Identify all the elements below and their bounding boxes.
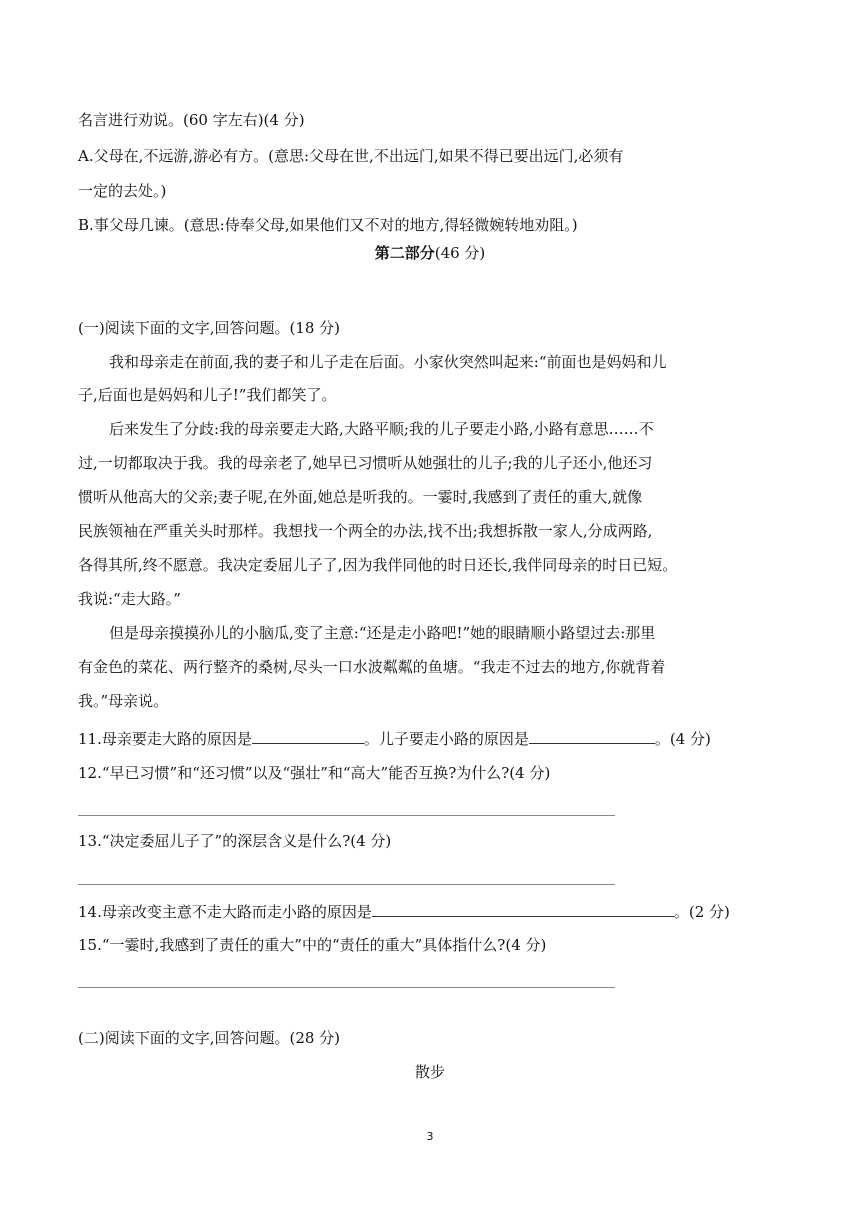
paragraph-line: 各得其所,终不愿意。我决定委屈儿子了,因为我伴同他的时日还长,我伴同母亲的时日已短。 — [78, 556, 678, 574]
answer-line[interactable] — [78, 815, 615, 816]
answer-line[interactable] — [78, 884, 615, 885]
option-a: A.父母在,不远游,游必有方。(意思:父母在世,不出远门,如果不得已要出远门,必须有 — [78, 147, 624, 165]
question-14-part-a: 14.母亲改变主意不走大路而走小路的原因是 — [78, 903, 372, 921]
question-12: 12.“早已习惯”和“还习惯”以及“强壮”和“高大”能否互换?为什么?(4 分) — [78, 764, 551, 782]
question-11-part-c: 。(4 分) — [654, 730, 711, 748]
answer-blank[interactable] — [252, 728, 364, 744]
answer-line[interactable] — [78, 987, 615, 988]
paragraph-line: 有金色的菜花、两行整齐的桑树,尽头一口水波粼粼的鱼塘。“我走不过去的地方,你就背着 — [78, 658, 666, 676]
question-11 — [78, 728, 711, 749]
paragraph-line: 子,后面也是妈妈和儿子!”我们都笑了。 — [78, 386, 337, 404]
page-number: 3 — [426, 1130, 434, 1143]
part-two-title — [0, 243, 860, 263]
question-14 — [78, 901, 730, 922]
question-11-part-a: 11.母亲要走大路的原因是 — [78, 730, 252, 748]
paragraph-line: 民族领袖在严重关头时那样。我想找一个两全的办法,找不出;我想拆散一家人,分成两路, — [78, 522, 653, 540]
answer-blank[interactable] — [372, 901, 674, 917]
paragraph-line: 我。”母亲说。 — [78, 692, 169, 710]
section-two-heading: (二)阅读下面的文字,回答问题。(28 分) — [78, 1029, 341, 1047]
paragraph-line: 我和母亲走在前面,我的妻子和儿子走在后面。小家伙突然叫起来:“前面也是妈妈和儿 — [109, 353, 667, 371]
option-b: B.事父母几谏。(意思:侍奉父母,如果他们又不对的地方,得轻微婉转地劝阻。) — [78, 216, 578, 234]
part-two-label: 第二部分 — [374, 244, 435, 262]
paragraph-line: 惯听从他高大的父亲;妻子呢,在外面,她总是听我的。一霎时,我感到了责任的重大,就像 — [78, 488, 643, 506]
paragraph-line: 但是母亲摸摸孙儿的小脑瓜,变了主意:“还是走小路吧!”她的眼睛顺小路望过去:那里 — [109, 624, 656, 642]
paragraph-line: 后来发生了分歧:我的母亲要走大路,大路平顺;我的儿子要走小路,小路有意思……不 — [109, 420, 654, 438]
text-line: 一定的去处。) — [78, 182, 167, 200]
article-title: 散步 — [414, 1063, 445, 1081]
paragraph-line: 我说:“走大路。” — [78, 590, 181, 608]
section-one-heading: (一)阅读下面的文字,回答问题。(18 分) — [78, 319, 341, 337]
question-13: 13.“决定委屈儿子了”的深层含义是什么?(4 分) — [78, 832, 392, 850]
question-15: 15.“一霎时,我感到了责任的重大”中的“责任的重大”具体指什么?(4 分) — [78, 936, 547, 954]
answer-blank[interactable] — [529, 728, 655, 744]
part-two-score: (46 分) — [434, 244, 486, 262]
text-line: 名言进行劝说。(60 字左右)(4 分) — [78, 111, 305, 129]
question-11-part-b: 。儿子要走小路的原因是 — [363, 730, 529, 748]
question-14-part-b: 。(2 分) — [673, 903, 730, 921]
paragraph-line: 过,一切都取决于我。我的母亲老了,她早已习惯听从她强壮的儿子;我的儿子还小,他还习 — [78, 454, 653, 472]
